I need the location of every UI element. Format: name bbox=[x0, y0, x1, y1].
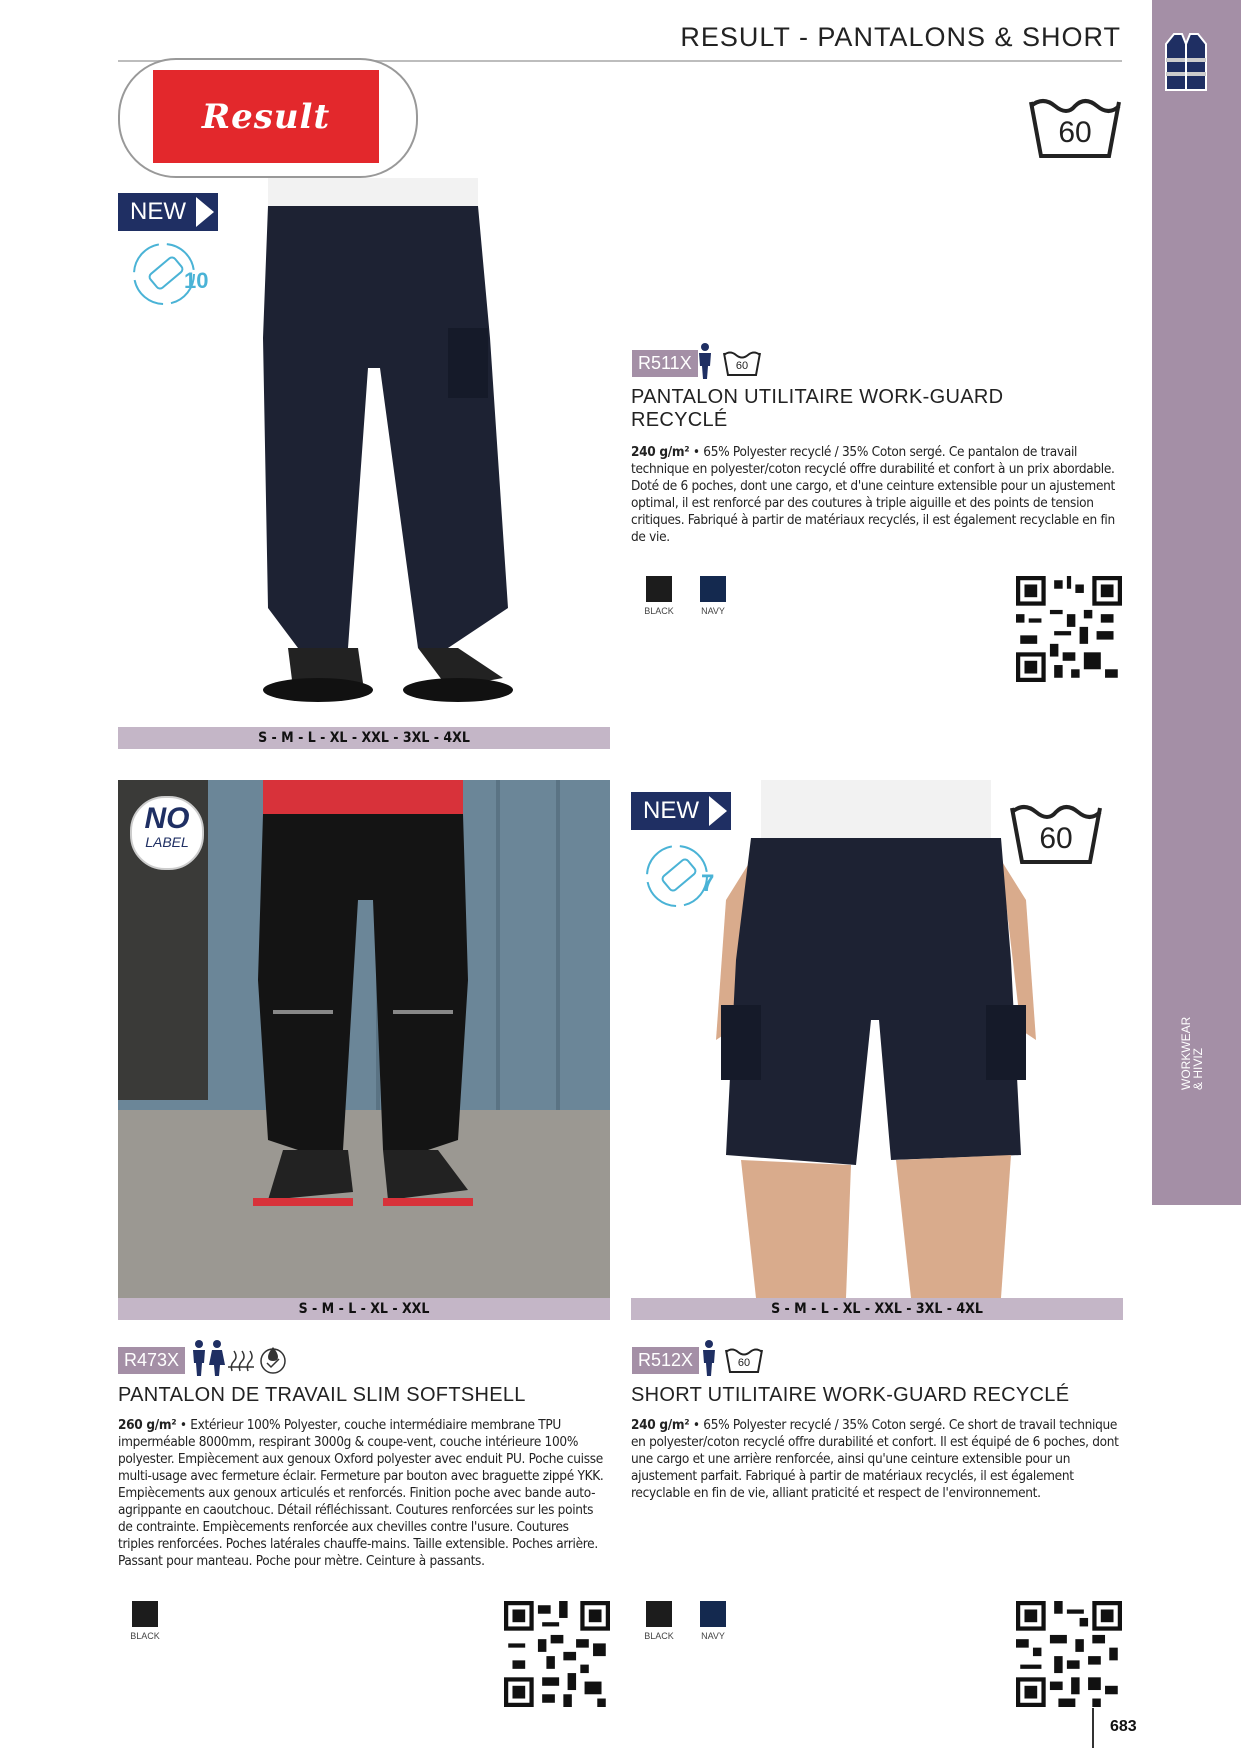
color-swatch-black bbox=[132, 1601, 158, 1627]
product-title-r512x: SHORT UTILITAIRE WORK-GUARD RECYCLÉ bbox=[631, 1384, 1070, 1406]
breathable-icon bbox=[228, 1347, 254, 1373]
product-title-line-2: RECYCLÉ bbox=[631, 409, 728, 431]
man-icon bbox=[698, 1339, 720, 1377]
wash-main-temp: 60 bbox=[1058, 116, 1092, 149]
wash-60-icon bbox=[1027, 94, 1123, 160]
new-badge: NEW bbox=[631, 792, 731, 830]
product-weight: 260 g/m² bbox=[118, 1417, 177, 1433]
product-description: • 65% Polyester recyclé / 35% Coton sergé. Ce short de travail technique en polyester/coton recyclé offre durabilité et confort. Il est équipé de 6 poches, dont une cargo et une arrière renforcée, ainsi qu'une ceinture extensible pour un ajustement parfait. Fabriqué à partir de matériaux recyclés, il est également recyclable en fin de vie, alliant praticité et respect de l'environnement. bbox=[631, 1417, 1119, 1501]
qr-code-r512x[interactable] bbox=[1016, 1601, 1122, 1707]
new-badge: NEW bbox=[118, 193, 218, 231]
color-swatch-navy bbox=[700, 1601, 726, 1627]
product-code-r512x: R512X bbox=[632, 1347, 699, 1374]
qr-code-r473x[interactable] bbox=[504, 1601, 610, 1707]
wash-small-temp: 60 bbox=[737, 1357, 751, 1369]
brand-logo-text: Result bbox=[201, 96, 331, 137]
color-swatch-black bbox=[646, 576, 672, 602]
color-swatch-black bbox=[646, 1601, 672, 1627]
color-swatch-navy bbox=[700, 576, 726, 602]
color-label-black: BLACK bbox=[644, 606, 674, 616]
color-label-navy: NAVY bbox=[701, 606, 725, 616]
product-title-line-1: PANTALON UTILITAIRE WORK-GUARD bbox=[631, 386, 1004, 408]
waterproof-icon bbox=[258, 1345, 288, 1375]
vest-icon bbox=[1162, 30, 1210, 94]
wash-small-temp: 60 bbox=[735, 360, 749, 372]
product-weight: 240 g/m² bbox=[631, 1417, 690, 1433]
product-weight: 240 g/m² bbox=[631, 444, 690, 460]
page-header-title: RESULT - PANTALONS & SHORT bbox=[680, 22, 1121, 52]
product-desc-r473x bbox=[118, 1417, 608, 1570]
product-desc-r511x bbox=[631, 444, 1121, 546]
product-code-r511x: R511X bbox=[632, 350, 698, 377]
wash-60-icon bbox=[1008, 800, 1104, 866]
no-label-badge-main: NO bbox=[144, 802, 190, 835]
product-description: • 65% Polyester recyclé / 35% Coton sergé. Ce pantalon de travail technique en polyester/coton recyclé offre durabilité et confort à un prix abordable. Doté de 6 poches, dont une cargo, et d'une ceinture extensible pour un ajustement optimal, il est renforcé par des coutures à triple aiguille et des points de tension critiques. Fabriqué à partir de matériaux recyclés, il est également recyclable en fin de vie. bbox=[631, 444, 1115, 545]
recycled-bottle-count: 7 bbox=[701, 870, 715, 897]
wash-60-small-icon bbox=[722, 349, 762, 377]
page-number: 683 bbox=[1110, 1718, 1137, 1735]
sidebar-line-1: WORKWEAR bbox=[1179, 1016, 1193, 1090]
color-label-navy: NAVY bbox=[701, 1631, 725, 1641]
brand-logo bbox=[153, 70, 379, 163]
product-title-r473x: PANTALON DE TRAVAIL SLIM SOFTSHELL bbox=[118, 1384, 526, 1406]
size-bar-r473x: S - M - L - XL - XXL bbox=[118, 1298, 610, 1320]
product-desc-r512x bbox=[631, 1417, 1121, 1502]
qr-code-r511x[interactable] bbox=[1016, 576, 1122, 682]
size-bar-r512x: S - M - L - XL - XXL - 3XL - 4XL bbox=[631, 1298, 1123, 1320]
product-description: • Extérieur 100% Polyester, couche intermédiaire membrane TPU imperméable 8000mm, respirant 3000g & coupe-vent, couche intérieure 100% polyester. Empiècement aux genoux Oxford polyester avec enduit PU. Poche cuisse multi-usage avec fermeture éclair. Fermeture par bouton avec braguette zippé YKK. Empiècements aux genoux articulés et renforcés. Finition poche avec bande auto-agrippante en caoutchouc. Détail réfléchissant. Coutures renforcées sur les points de contrainte. Empiècements renforcée aux chevilles contre l'usure. Coutures triples renforcées. Poches latérales chauffe-mains. Taille extensible. Poches arrière. Passant pour manteau. Poche pour mètre. Ceinture à passants. bbox=[118, 1417, 604, 1569]
man-icon bbox=[694, 342, 716, 380]
wash-photo-temp: 60 bbox=[1039, 822, 1073, 855]
product-code-r473x: R473X bbox=[118, 1347, 185, 1374]
color-label-black: BLACK bbox=[130, 1631, 160, 1641]
no-label-badge bbox=[130, 796, 204, 870]
man-woman-icon bbox=[190, 1339, 226, 1377]
size-bar-r511x: S - M - L - XL - XXL - 3XL - 4XL bbox=[118, 727, 610, 749]
no-label-badge-sub: LABEL bbox=[145, 834, 189, 850]
sidebar-line-2: & HIVIZ bbox=[1191, 1047, 1205, 1090]
page-number-divider bbox=[1092, 1708, 1094, 1748]
product-title-r511x bbox=[631, 386, 1111, 432]
sidebar-category-label bbox=[1180, 1017, 1204, 1090]
recycled-bottle-icon bbox=[128, 238, 208, 310]
wash-60-small-icon bbox=[724, 1346, 764, 1374]
recycled-bottle-icon bbox=[641, 840, 721, 912]
color-label-black: BLACK bbox=[644, 1631, 674, 1641]
recycled-bottle-count: 10 bbox=[184, 268, 209, 293]
